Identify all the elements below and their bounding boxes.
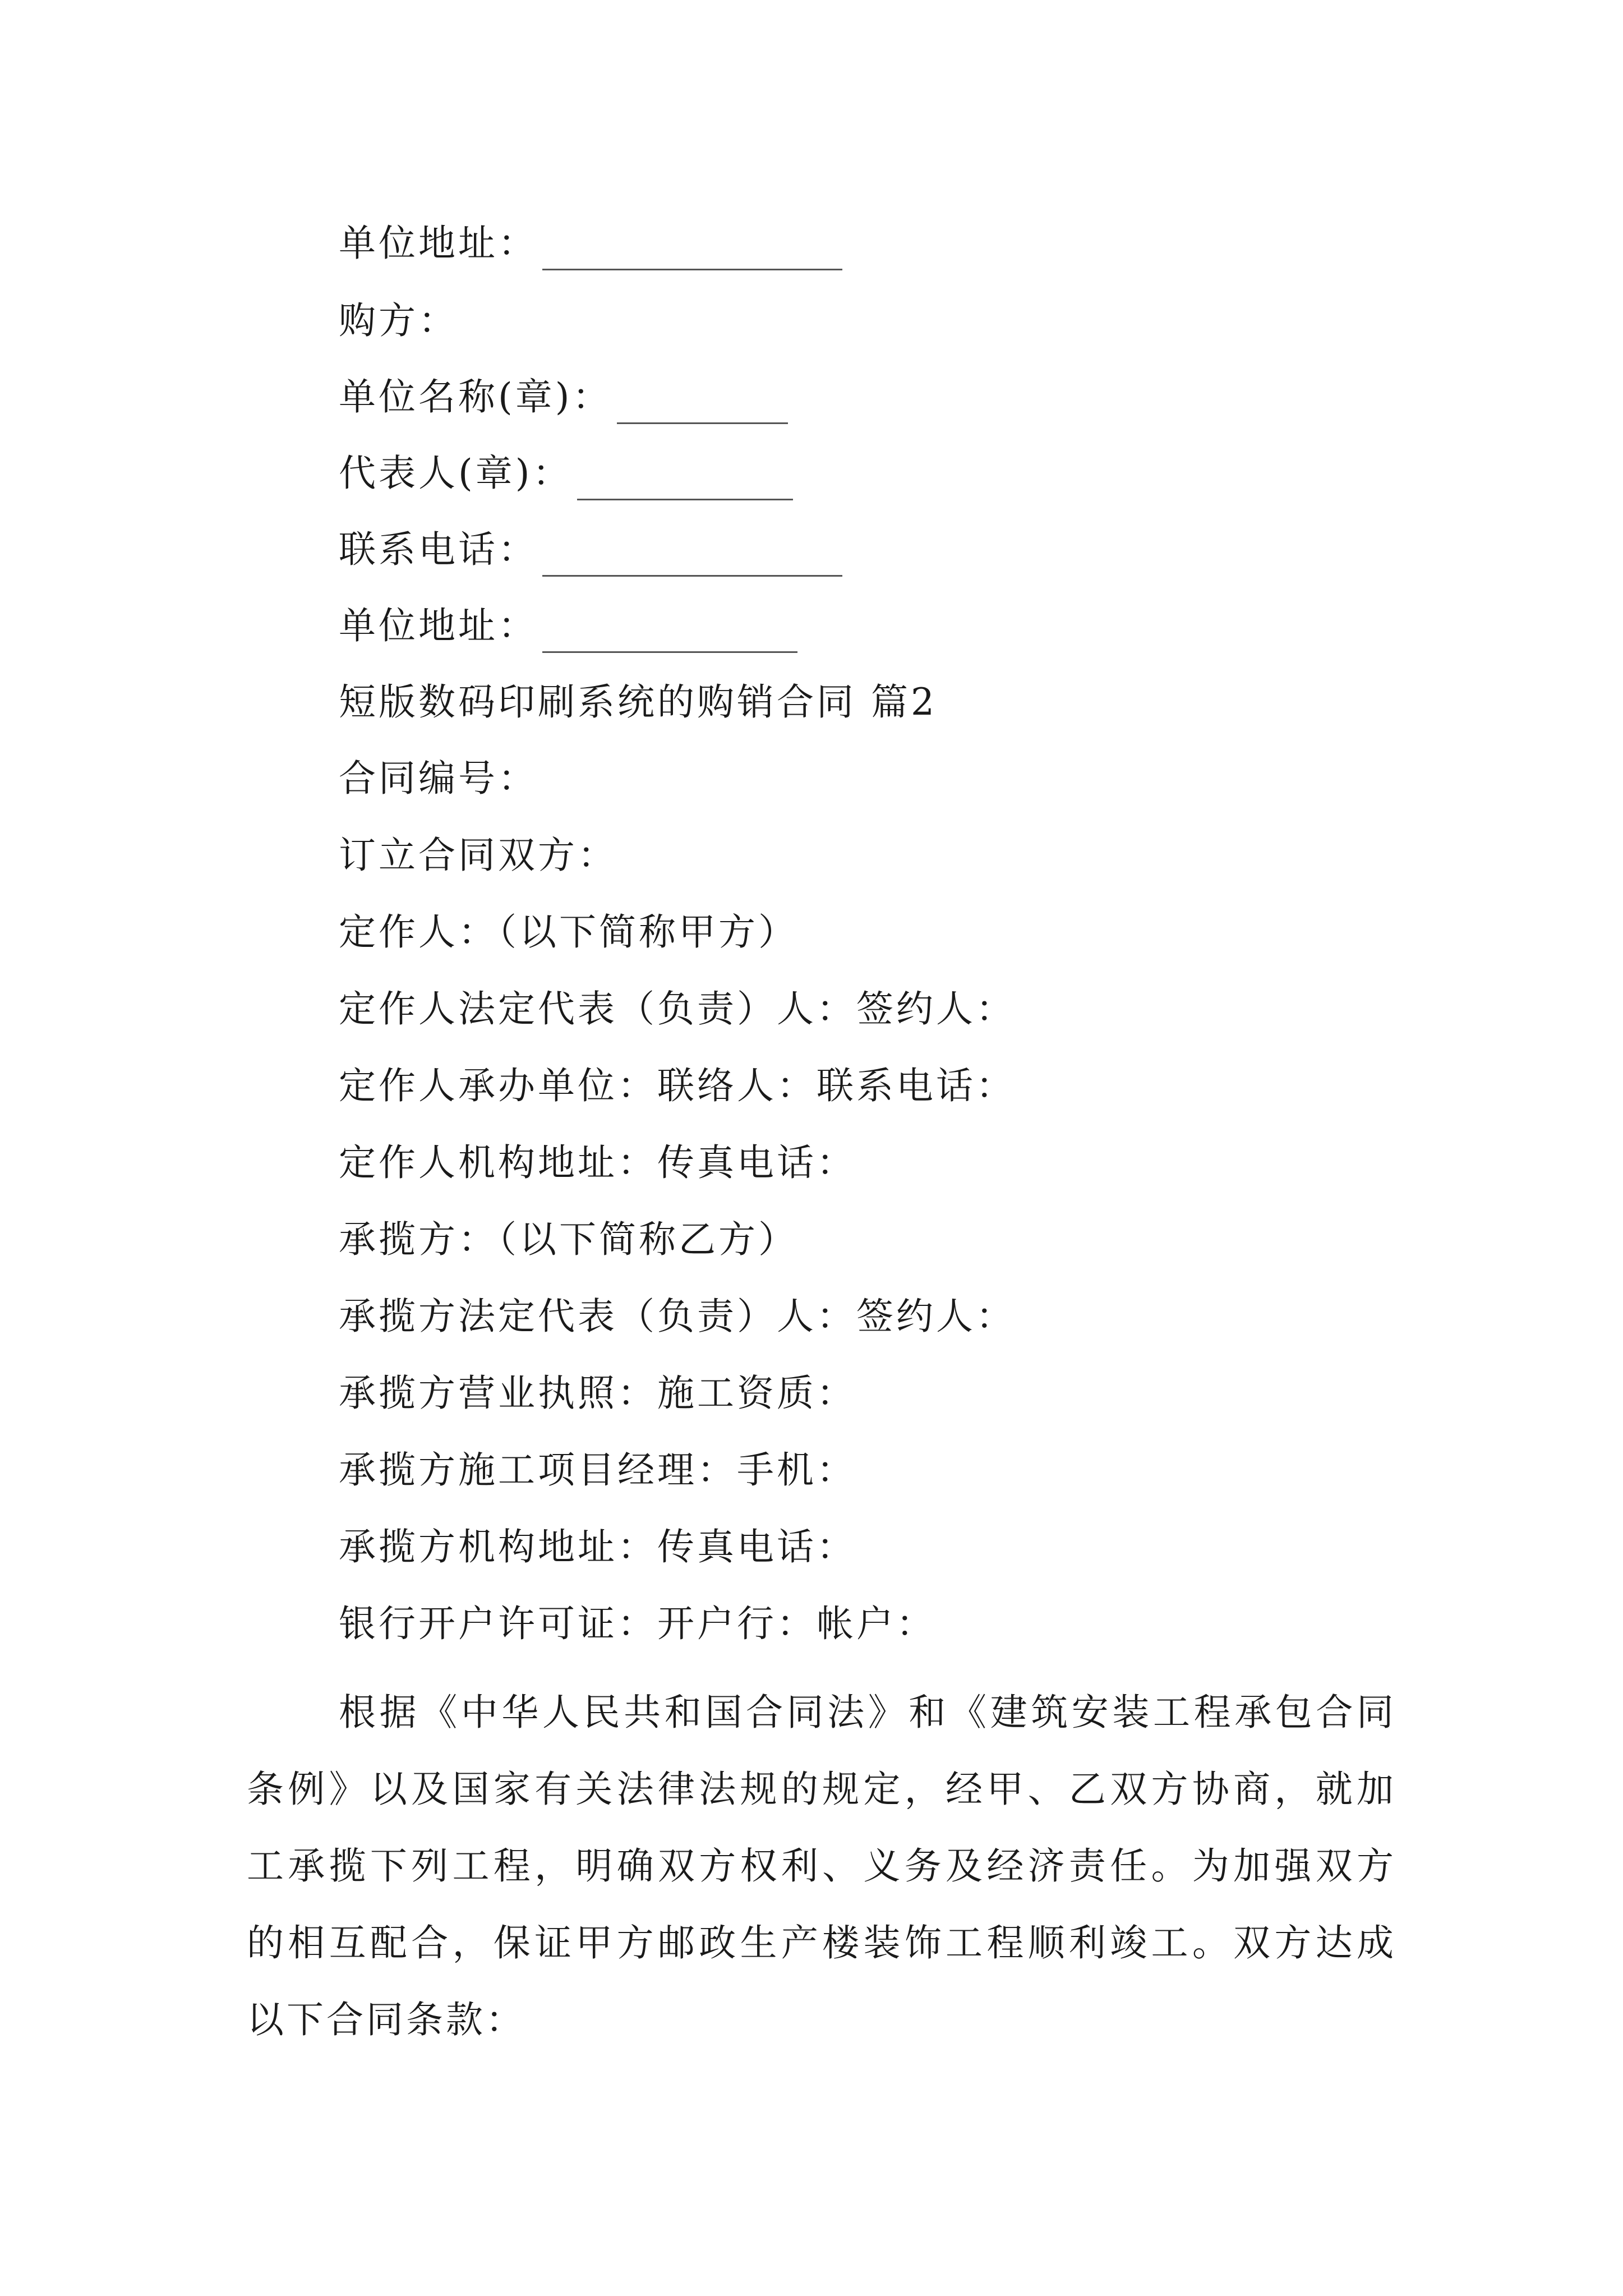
contract-title: 短版数码印刷系统的购销合同 篇2	[339, 680, 937, 724]
contractor-license-line: 承揽方营业执照：施工资质：	[339, 1372, 856, 1415]
contract-body-paragraph: 根据《中华人民共和国合同法》和《建筑安装工程承包合同条例》以及国家有关法律法规的规定，经甲、乙双方协商，就加工承揽下列工程，明确双方权利、义务及经济责任。为加强双方的相互配合，保证甲方邮政生产楼装饰工程顺利竣工。双方达成以下合同条款：	[247, 1691, 1396, 2041]
buyer-name-line	[339, 370, 788, 424]
contract-number: 合同编号：	[339, 757, 538, 800]
buyer-phone-label: 联系电话：	[339, 528, 538, 571]
buyer-address-label: 单位地址：	[339, 604, 538, 647]
bank-line: 银行开户许可证：开户行：帐户：	[339, 1602, 936, 1645]
seller-address-label: 单位地址：	[339, 222, 538, 265]
orderer-rep-line: 定作人法定代表（负责）人：签约人：	[339, 987, 1016, 1030]
buyer-heading: 购方：	[339, 299, 458, 342]
orderer-unit-line: 定作人承办单位：联络人：联系电话：	[339, 1064, 1016, 1107]
buyer-rep-label: 代表人(章)：	[339, 452, 573, 495]
buyer-name-blank	[617, 383, 788, 424]
orderer-address-line: 定作人机构地址：传真电话：	[339, 1141, 856, 1184]
buyer-name-label: 单位名称(章)：	[339, 375, 612, 418]
buyer-phone-line	[339, 523, 842, 577]
contractor-manager-line: 承揽方施工项目经理：手机：	[339, 1448, 856, 1492]
buyer-rep-line	[339, 447, 793, 500]
seller-address-line	[339, 217, 842, 270]
orderer-line: 定作人：（以下简称甲方）	[339, 910, 798, 954]
contractor-line: 承揽方：（以下简称乙方）	[339, 1218, 798, 1261]
contractor-address-line: 承揽方机构地址：传真电话：	[339, 1525, 856, 1568]
buyer-address-line	[339, 599, 797, 653]
buyer-address-blank	[542, 612, 797, 653]
seller-address-blank	[542, 229, 842, 270]
contractor-rep-line: 承揽方法定代表（负责）人：签约人：	[339, 1295, 1016, 1338]
buyer-rep-blank	[577, 459, 793, 500]
buyer-phone-blank	[542, 536, 842, 577]
contract-parties: 订立合同双方：	[339, 834, 617, 877]
